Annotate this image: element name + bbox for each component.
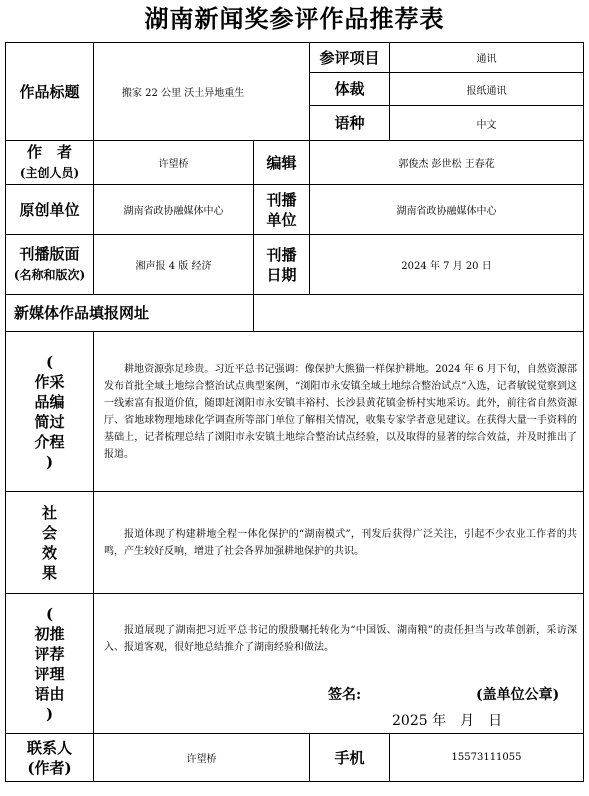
- publish-date-label-line2: 日期: [266, 265, 297, 284]
- publish-unit-label-line2: 单位: [266, 210, 297, 229]
- sign-label: 签名:: [328, 687, 362, 703]
- process-text: 耕地资源弥足珍贵。习近平总书记强调：像保护大熊猫一样保护耕地。2024 年 6 月下旬，自然资源部发布首批全域土地综合整治试点典型案例，“浏阳市永安镇全域土地综合整治试点”入选，记者敏锐觉察到这一线索富有报道价值，随即赶浏阳市永安镇丰裕村、长沙县黄花镇金桥村实地采访。此外，前往省自然资源厅、省地球物理地球化学调查所等部门单位了解相关情况，收集专家学者意见建议。在获得大量一手资料的基础上，记者梳理总结了浏阳市永安镇土地综合整治试点经验，以及取得的显著的综合效益，并及时推出了报道。: [94, 332, 584, 492]
- publish-unit-label-cell: [254, 185, 310, 235]
- work-title-value: 搬家 22 公里 沃土异地重生: [94, 43, 310, 141]
- work-title-label: 作品标题: [6, 43, 94, 141]
- page-info-sublabel: (名称和版次): [13, 268, 86, 282]
- sign-date: 2025 年 月 日: [392, 713, 503, 729]
- editor-label: 编辑: [254, 141, 310, 185]
- category-value: 通讯: [390, 43, 584, 73]
- recommend-label: ( 初推 评荐 评理 语由 ): [6, 594, 94, 734]
- page-info-value: 湘声报 4 版 经济: [94, 235, 254, 295]
- author-label: 作 者: [26, 143, 72, 161]
- recommend-text: 报道展现了湖南把习近平总书记的殷殷嘱托转化为“中国饭、湖南粮”的责任担当与改革创新，采访深入、报道客观，很好地总结推介了湖南经验和做法。: [104, 625, 578, 653]
- contact-label-line1: 联系人: [26, 738, 72, 757]
- author-value: 许望桥: [94, 141, 254, 185]
- seal-label: (盖单位公章): [476, 687, 560, 703]
- process-label: ( 作采 品编 简过 介程 ): [6, 332, 94, 492]
- language-value: 中文: [390, 106, 584, 141]
- page-info-label-cell: [6, 235, 94, 295]
- phone-value: 15573111055: [390, 734, 584, 782]
- origin-unit-label: 原创单位: [6, 185, 94, 235]
- new-media-url-value[interactable]: [254, 295, 584, 332]
- effect-text: 报道体现了构建耕地全程一体化保护的“湖南模式”，刊发后获得广泛关注，引起不少农业工作者的共鸣，产生较好反响，增进了社会各界加强耕地保护的共识。: [94, 492, 584, 594]
- publish-unit-label-line1: 刊播: [266, 190, 297, 209]
- contact-label-cell: [6, 734, 94, 782]
- page-info-label: 刊播版面: [19, 245, 80, 263]
- language-label: 语种: [310, 106, 390, 141]
- author-sublabel: (主创人员): [19, 166, 80, 180]
- publish-date-value: 2024 年 7 月 20 日: [310, 235, 584, 295]
- recommendation-form-table: [5, 42, 584, 782]
- publish-unit-value: 湖南省政协融媒体中心: [310, 185, 584, 235]
- recommend-cell: [94, 594, 584, 734]
- origin-unit-value: 湖南省政协融媒体中心: [94, 185, 254, 235]
- contact-value: 许望桥: [94, 734, 310, 782]
- new-media-url-label: 新媒体作品填报网址: [6, 295, 254, 332]
- publish-date-label-cell: [254, 235, 310, 295]
- author-label-cell: [6, 141, 94, 185]
- editor-value: 郭俊杰 彭世松 王春花: [310, 141, 584, 185]
- genre-label: 体裁: [310, 73, 390, 106]
- category-label: 参评项目: [310, 43, 390, 73]
- phone-label: 手机: [310, 734, 390, 782]
- effect-label: 社 会 效 果: [6, 492, 94, 594]
- publish-date-label-line1: 刊播: [266, 245, 297, 264]
- genre-value: 报纸通讯: [390, 73, 584, 106]
- contact-label-line2: (作者): [27, 758, 72, 777]
- page-title: 湖南新闻奖参评作品推荐表: [144, 4, 445, 33]
